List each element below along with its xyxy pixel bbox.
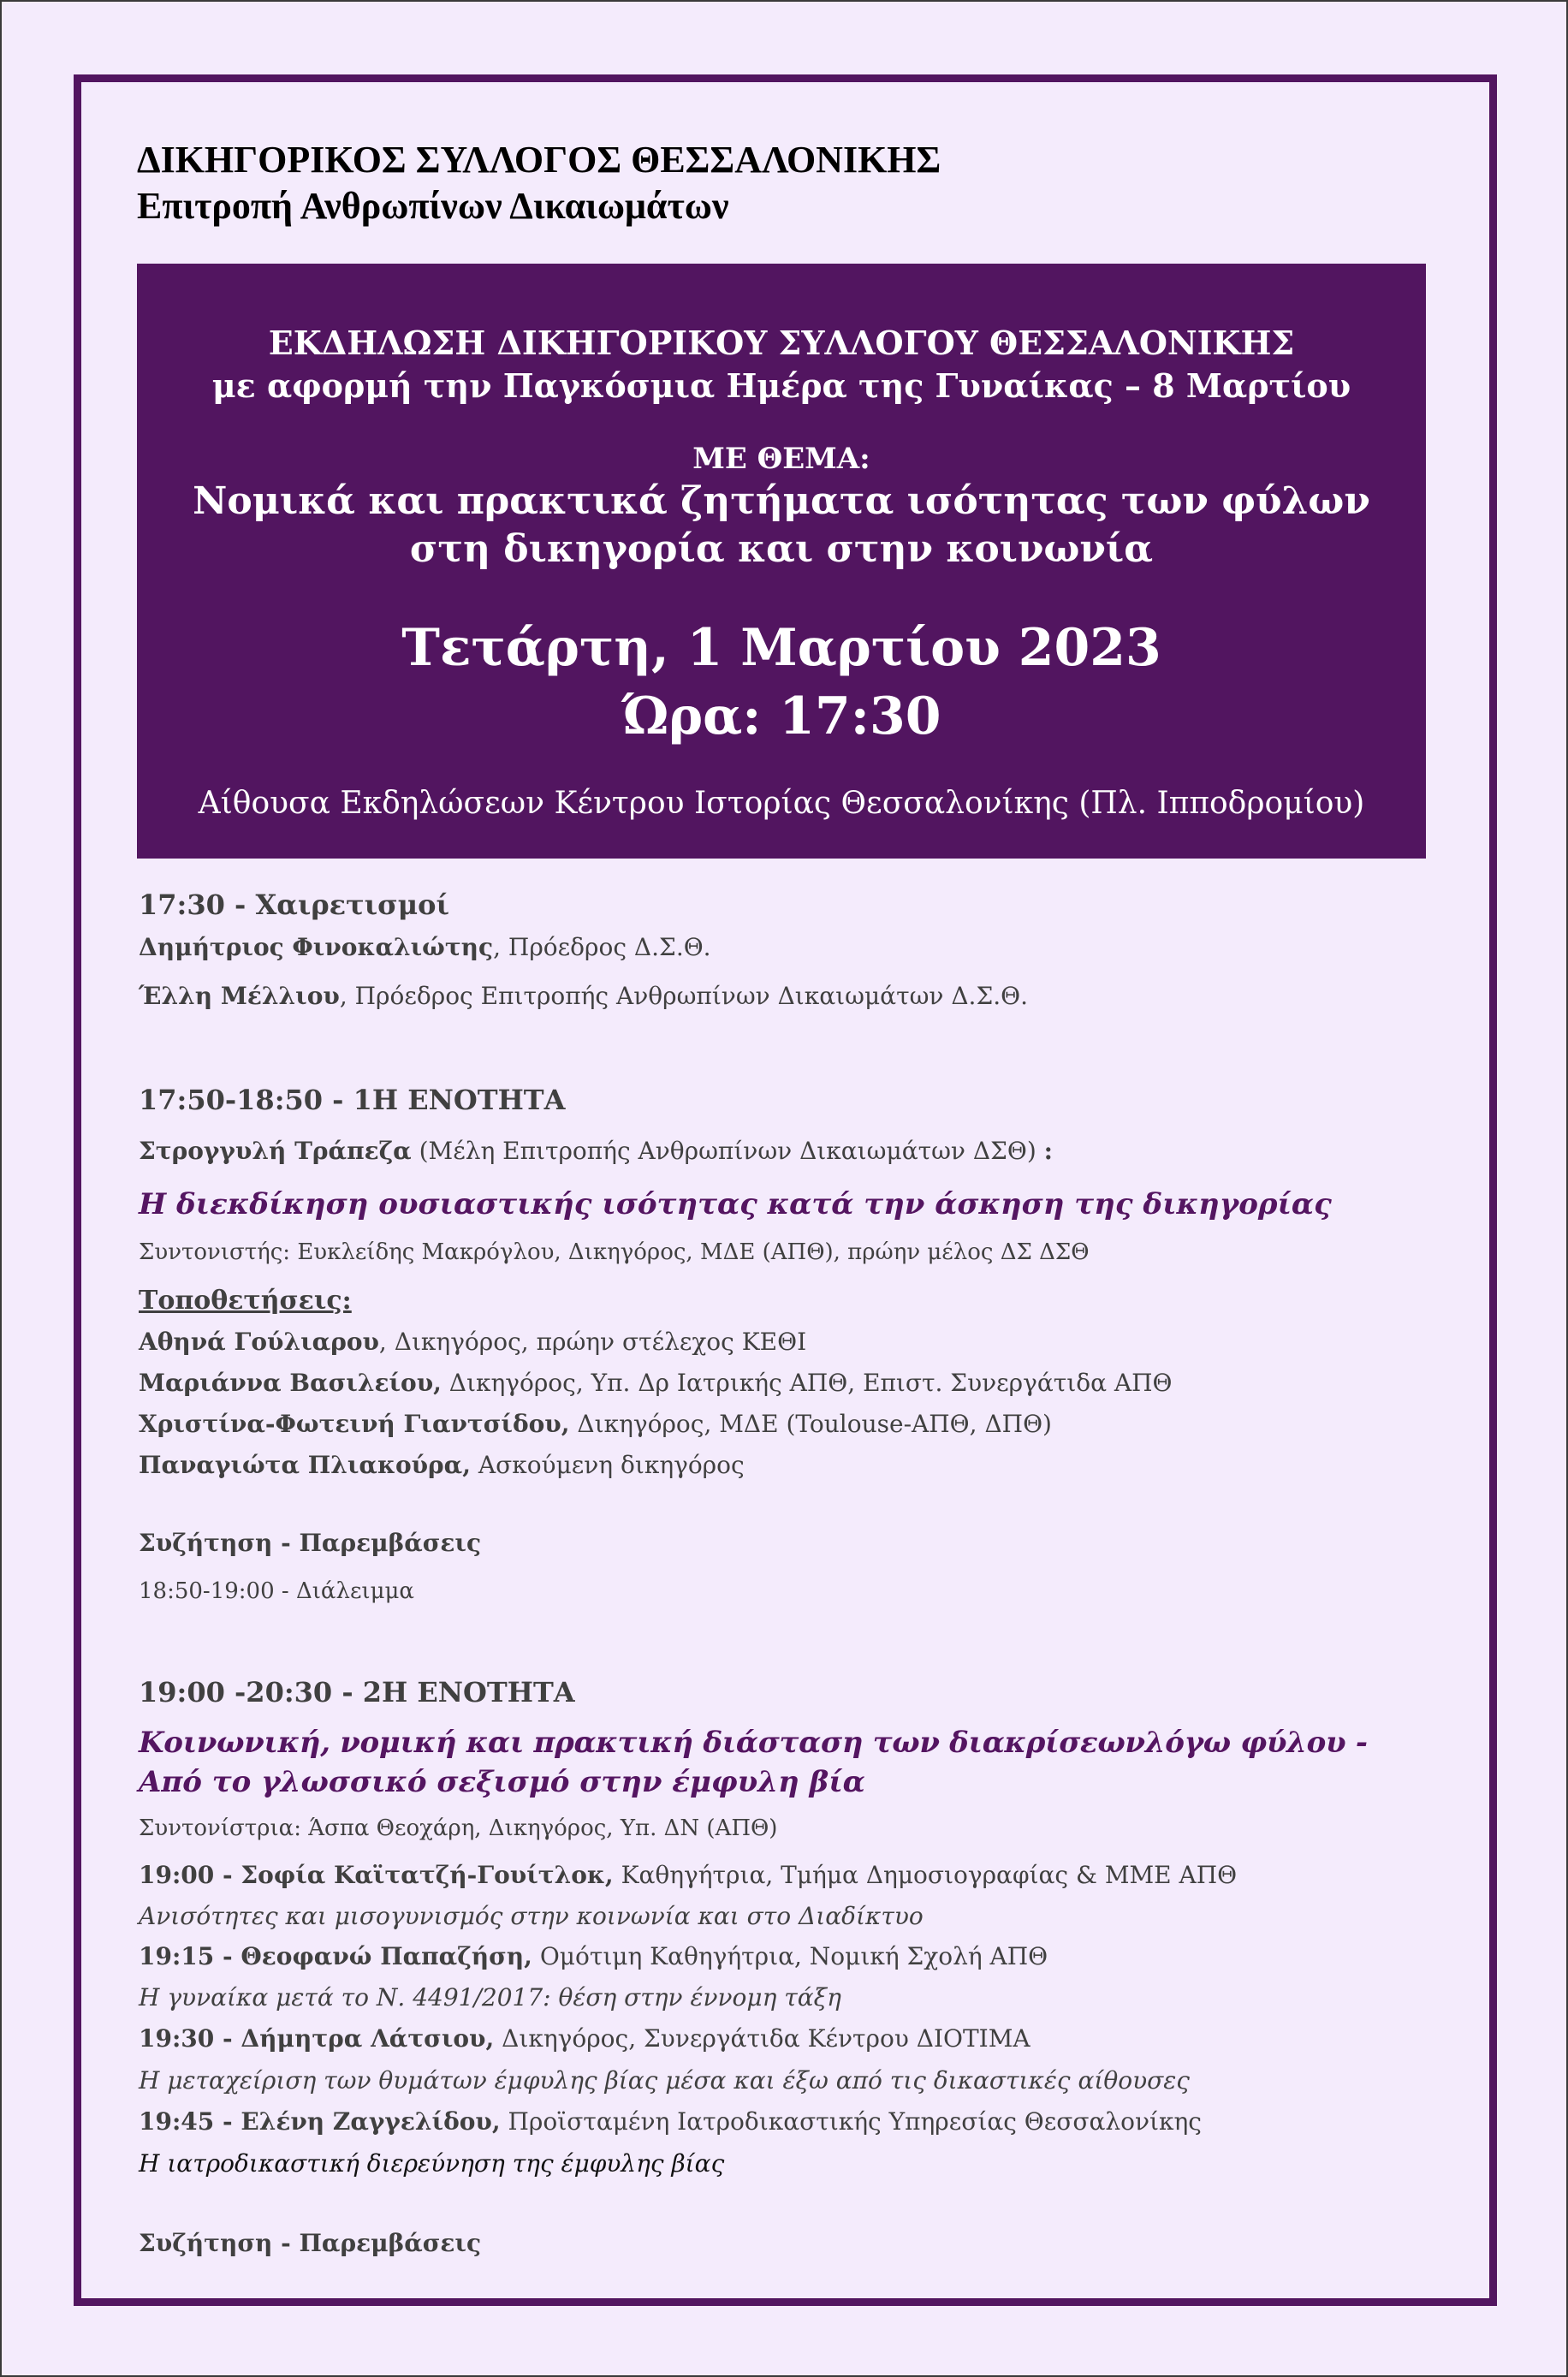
talk-line — [139, 2107, 1202, 2136]
session1-heading: 17:50-18:50 - 1Η ΕΝΟΤΗΤΑ — [139, 1084, 566, 1116]
roundtable-label: Στρογγυλή Τράπεζα — [139, 1137, 412, 1165]
organization-header — [137, 137, 941, 229]
speaker-name: Αθηνά Γούλιαρου — [139, 1328, 379, 1356]
talk-time-speaker: 19:45 - Ελένη Ζαγγελίδου, — [139, 2107, 501, 2136]
event-date: Τετάρτη, 1 Μαρτίου 2023 — [401, 618, 1161, 678]
talk-time-speaker: 19:15 - Θεοφανώ Παπαζήση, — [139, 1942, 532, 1970]
event-title-line1: ΕΚΔΗΛΩΣΗ ΔΙΚΗΓΟΡΙΚΟΥ ΣΥΛΛΟΓΟΥ ΘΕΣΣΑΛΟΝΙΚΗΣ — [268, 324, 1295, 362]
speaker-role: , Πρόεδρος Δ.Σ.Θ. — [493, 933, 711, 961]
roundtable-line — [139, 1137, 1053, 1165]
speaker-role: , Δικηγόρος, πρώην στέλεχος ΚΕΘΙ — [378, 1328, 807, 1356]
roundtable-colon: : — [1043, 1137, 1053, 1165]
speaker-name: Έλλη Μέλλιου — [139, 982, 340, 1010]
speaker-line — [139, 1451, 745, 1479]
event-venue: Αίθουσα Εκδηλώσεων Κέντρου Ιστορίας Θεσσαλονίκης (Πλ. Ιπποδρομίου) — [198, 786, 1365, 821]
speaker-name: Χριστίνα-Φωτεινή Γιαντσίδου, — [139, 1410, 570, 1438]
talk-line — [139, 1942, 1048, 1970]
talk-topic: Ανισότητες και μισογυνισμός στην κοινωνία και στο Διαδίκτυο — [139, 1902, 924, 1930]
session1-moderator: Συντονιστής: Ευκλείδης Μακρόγλου, Δικηγόρος, ΜΔΕ (ΑΠΘ), πρώην μέλος ΔΣ ΔΣΘ — [139, 1239, 1090, 1265]
greetings-heading: 17:30 - Χαιρετισμοί — [139, 888, 449, 921]
session2-title-line1: Κοινωνική, νομική και πρακτική διάσταση των διακρίσεωνλόγω φύλου - — [139, 1726, 1368, 1760]
talk-topic: Η μεταχείριση των θυμάτων έμφυλης βίας μέσα και έξω από τις δικαστικές αίθουσες — [139, 2066, 1190, 2095]
positions-label: Τοποθετήσεις: — [139, 1286, 352, 1316]
committee-name: Επιτροπή Ανθρωπίνων Δικαιωμάτων — [137, 185, 729, 227]
speaker-line — [139, 982, 1028, 1010]
session2-discussion: Συζήτηση - Παρεμβάσεις — [139, 2229, 482, 2257]
talk-speaker-role: Καθηγήτρια, Τμήμα Δημοσιογραφίας & ΜΜΕ ΑΠΘ — [613, 1861, 1238, 1889]
talk-topic: Η ιατροδικαστική διερεύνηση της έμφυλης βίας — [139, 2149, 725, 2178]
speaker-role: Δικηγόρος, Υπ. Δρ Ιατρικής ΑΠΘ, Επιστ. Συνεργάτιδα ΑΠΘ — [441, 1369, 1173, 1397]
subject-line2: στη δικηγορία και στην κοινωνία — [409, 527, 1154, 571]
event-banner — [137, 264, 1426, 859]
session2-heading: 19:00 -20:30 - 2Η ΕΝΟΤΗΤΑ — [139, 1676, 575, 1708]
talk-speaker-role: Ομότιμη Καθηγήτρια, Νομική Σχολή ΑΠΘ — [532, 1942, 1048, 1970]
speaker-line — [139, 1328, 806, 1356]
session1-discussion: Συζήτηση - Παρεμβάσεις — [139, 1529, 482, 1557]
talk-topic: Η γυναίκα μετά το Ν. 4491/2017: θέση στην έννομη τάξη — [139, 1983, 841, 2012]
speaker-role: Ασκούμενη δικηγόρος — [470, 1451, 745, 1479]
talk-speaker-role: Δικηγόρος, Συνεργάτιδα Κέντρου ΔΙΟΤΙΜΑ — [494, 2024, 1030, 2053]
subject-label: ΜΕ ΘΕΜΑ: — [692, 442, 870, 476]
event-title-line2: με αφορμή την Παγκόσμια Ημέρα της Γυναίκας – 8 Μαρτίου — [211, 366, 1351, 405]
talk-speaker-role: Προϊσταμένη Ιατροδικαστικής Υπηρεσίας Θεσσαλονίκης — [500, 2107, 1202, 2136]
speaker-role: Δικηγόρος, ΜΔΕ (Toulouse-ΑΠΘ, ΔΠΘ) — [569, 1410, 1052, 1438]
organization-name: ΔΙΚΗΓΟΡΙΚΟΣ ΣΥΛΛΟΓΟΣ ΘΕΣΣΑΛΟΝΙΚΗΣ — [137, 139, 941, 181]
speaker-name: Μαριάννα Βασιλείου, — [139, 1369, 442, 1397]
speaker-line — [139, 933, 711, 961]
speaker-line — [139, 1369, 1172, 1397]
speaker-line — [139, 1410, 1052, 1438]
speaker-name: Παναγιώτα Πλιακούρα, — [139, 1451, 471, 1479]
talk-line — [139, 1861, 1237, 1889]
talk-time-speaker: 19:30 - Δήμητρα Λάτσιου, — [139, 2024, 495, 2053]
speaker-name: Δημήτριος Φινοκαλιώτης — [139, 933, 494, 961]
session2-moderator: Συντονίστρια: Άσπα Θεοχάρη, Δικηγόρος, Υπ. ΔΝ (ΑΠΘ) — [139, 1815, 778, 1841]
event-time: Ώρα: 17:30 — [621, 686, 941, 746]
roundtable-note: (Μέλη Επιτροπής Ανθρωπίνων Δικαιωμάτων ΔΣΘ) — [411, 1137, 1044, 1165]
session2-title-line2: Από το γλωσσικό σεξισμό στην έμφυλη βία — [139, 1765, 865, 1799]
session1-title: Η διεκδίκηση ουσιαστικής ισότητας κατά την άσκηση της δικηγορίας — [139, 1187, 1332, 1221]
talk-line — [139, 2024, 1030, 2053]
talk-time-speaker: 19:00 - Σοφία Καϊτατζή-Γουίτλοκ, — [139, 1861, 614, 1889]
subject-line1: Νομικά και πρακτικά ζητήματα ισότητας των φύλων — [193, 479, 1370, 523]
break-line: 18:50-19:00 - Διάλειμμα — [139, 1578, 414, 1604]
speaker-role: , Πρόεδρος Επιτροπής Ανθρωπίνων Δικαιωμάτων Δ.Σ.Θ. — [339, 982, 1029, 1010]
